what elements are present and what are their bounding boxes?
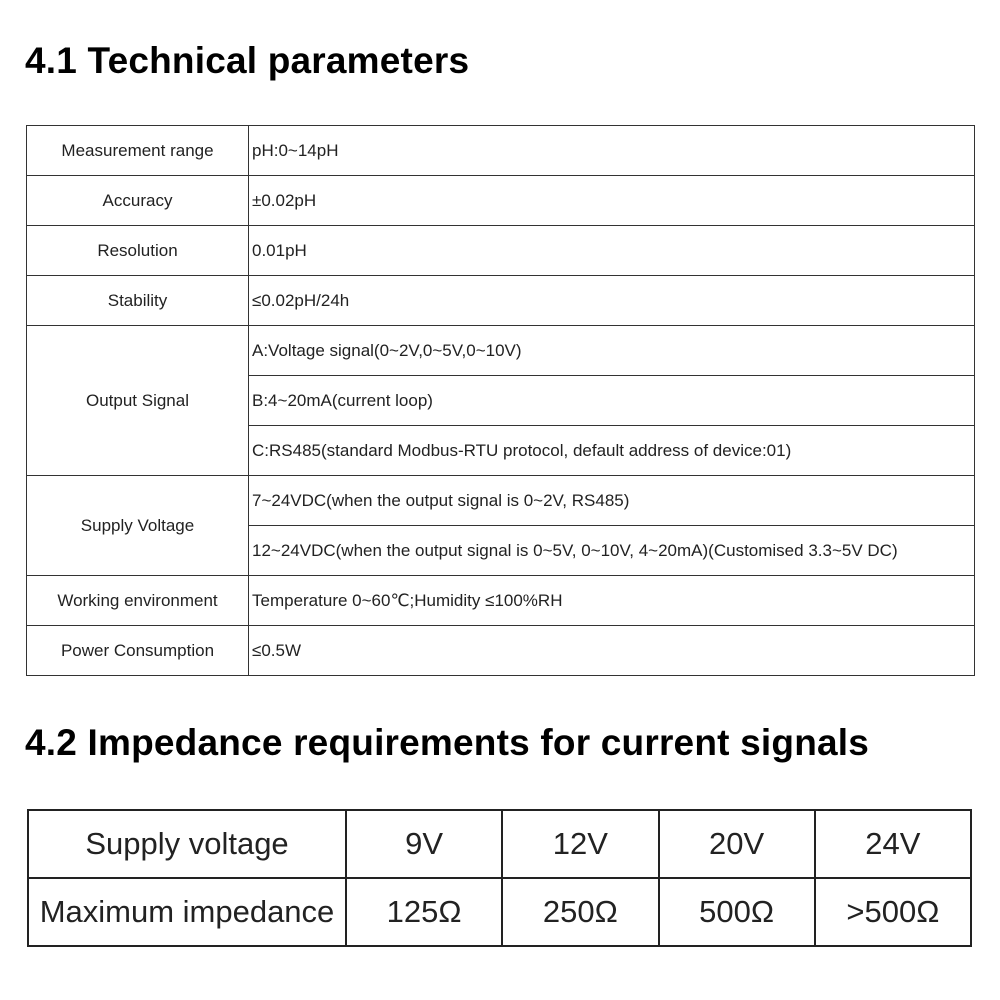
impedance-cell: 12V xyxy=(502,810,658,878)
parameter-value: ≤0.5W xyxy=(249,626,975,676)
parameter-value: A:Voltage signal(0~2V,0~5V,0~10V) xyxy=(249,326,975,376)
parameter-value: B:4~20mA(current loop) xyxy=(249,376,975,426)
parameter-value: pH:0~14pH xyxy=(249,126,975,176)
parameter-value: Temperature 0~60℃;Humidity ≤100%RH xyxy=(249,576,975,626)
impedance-cell: 250Ω xyxy=(502,878,658,946)
table-row xyxy=(27,626,975,676)
impedance-cell: 24V xyxy=(815,810,971,878)
parameter-value: 12~24VDC(when the output signal is 0~5V, 0~10V, 4~20mA)(Customised 3.3~5V DC) xyxy=(249,526,975,576)
table-row xyxy=(27,476,975,526)
parameter-label: Output Signal xyxy=(27,326,249,476)
parameter-value: C:RS485(standard Modbus-RTU protocol, default address of device:01) xyxy=(249,426,975,476)
parameter-label: Accuracy xyxy=(27,176,249,226)
section-title-technical-parameters: 4.1 Technical parameters xyxy=(25,40,470,81)
impedance-cell: >500Ω xyxy=(815,878,971,946)
parameter-value: ≤0.02pH/24h xyxy=(249,276,975,326)
table-row xyxy=(27,326,975,376)
section-title-impedance-requirements: 4.2 Impedance requirements for current signals xyxy=(25,722,870,763)
technical-parameters-table xyxy=(26,125,975,676)
table-row xyxy=(28,878,971,946)
table-row xyxy=(27,126,975,176)
impedance-row-label: Supply voltage xyxy=(28,810,346,878)
impedance-cell: 125Ω xyxy=(346,878,502,946)
parameter-value: ±0.02pH xyxy=(249,176,975,226)
parameter-label: Stability xyxy=(27,276,249,326)
parameter-label: Resolution xyxy=(27,226,249,276)
parameter-value: 7~24VDC(when the output signal is 0~2V, RS485) xyxy=(249,476,975,526)
impedance-cell: 9V xyxy=(346,810,502,878)
table-row xyxy=(27,226,975,276)
table-row xyxy=(27,576,975,626)
parameter-label: Supply Voltage xyxy=(27,476,249,576)
impedance-requirements-table xyxy=(27,809,972,947)
impedance-row-label: Maximum impedance xyxy=(28,878,346,946)
table-row xyxy=(27,276,975,326)
impedance-cell: 500Ω xyxy=(659,878,815,946)
table-row xyxy=(27,176,975,226)
parameter-label: Working environment xyxy=(27,576,249,626)
impedance-cell: 20V xyxy=(659,810,815,878)
parameter-label: Measurement range xyxy=(27,126,249,176)
table-row xyxy=(28,810,971,878)
parameter-label: Power Consumption xyxy=(27,626,249,676)
parameter-value: 0.01pH xyxy=(249,226,975,276)
